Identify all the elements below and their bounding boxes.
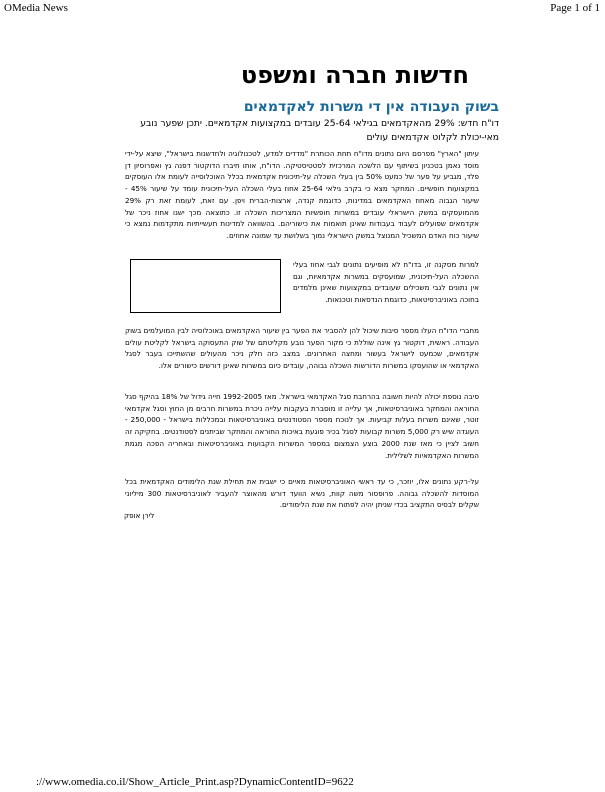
article-paragraph-3: מחברי הדו"ח העלו מספר סיבות שיכול להן להסביר את הפער בין שיעור האקדמאים באוכלוסיה לבין המועלמים בשוק העבודה. ראשית, דוקטור גץ אינה שוללת כי מקור הפער נובע מקליטתם של שוק התעסוקה בישראל לקליטת עולים אקדמאים, שכמעט לישראל בעשור ומחצה האחרונים. במצב כזה חלק ניכר מהעולים שהשתייכו בעבר לסגל האקדמאי או שהועסקו במשרות הדורשות השכלה גבוהה, עובדים כיום במשרות שאינן דורשים כישורים אלו. [125,326,479,371]
browser-header-page-number: Page 1 of 1 [550,2,600,14]
article-headline[interactable]: בשוק העבודה אין די משרות לאקדמאים [243,99,499,115]
article-paragraph-1: עיתון "הארץ" מפרסם היום נתונים מדו"ח תחת הכותרת "מדדים למדע, לטכנולוגיה ולחדשנות בישראל", שיצא על-ידי מוסד נאמן בטכניון בשיתוף עם הלשכה המרכזית לסטטיסטיקה. הדו"ח, אותו חיברו הדוקטור דפנה גץ ואפרוסיון דן פלד, מגביע על פער של כמעט 50% בין בעלי השכלה על-תיכונית אקדמאית בכלל האוכלוסייה לעומת אלו העוסקים במקצועות חופשיים. המחקר מצא כי בקרב גילאי 25-64 אחוז בעלי השכלה העל-תיכונית עומד על שיעור 45% - שיעור הגבוה מאחוז האקדמאים במדינות, כדוגמת קנדה, ארצות-הברית ויפן. עם זאת, לעומת זאת רק 29% מהמועסקים במשק הישראלי עובדים במשרות חופשיות המצריכות השכלה זו. כתוצאה מכך ישנו אחוז ניכר של אקדמאים שפועלים לעבוד בעבודות שאינן תואמות את כישוריהם. בהשוואה למדינות תעשייתיות מתקדמות נמצא כי שיעור כוח האדם המשכיל המנוצל במשק הישראלי נמוך בשלושת עד שמונה אחוזים. [125,149,479,240]
article-paragraph-4: סיבה נוספת יכולה להיות חשובה בהרחבת סגל האקדמאי בישראל. מאז 1992-2005 חייה גידול של 18% בהיקף סגל החוראה והמחקר באוניברסיטאות, אך עלייה זו מוסברת בעקבות עלייה ניכרת במשרות חרבים מן החוץ וסגל אקדמאי זוטר, שאינם משרות בעלות קביעות. אך לנוכח מספר הסטודנטים באוניברסיטאות ובמכללות בישראל - 250,000 - העוגדה שיש רק 5,000 משרות קבועות לסגל בכיר פוגעת באיכות החוראה והמחקר שביתנים לסטודנטים. בחקיקה זה חשוב לציין כי מאז שנת 2000 בוצע הצמצום במספר המשרות הקבועות באוניברסיטאות ובאחריה הפכה מגמת המשרות האקדמאיות לשלילית. [125,392,479,460]
article-image-placeholder [130,259,281,313]
browser-header-site: OMedia News [4,2,68,14]
footer-url: ://www.omedia.co.il/Show_Article_Print.asp?DynamicContentID=9622 [36,776,354,788]
section-title: חדשות חברה ומשפט [240,61,469,89]
article-lead: דו"ח חדש: 29% מהאקדמאים בגילאי 25-64 עובדים במקצועות אקדמאיים. יתכן שפער נובע מאי-יכולת לקלוט אקדמאים עולים [140,118,499,143]
article-paragraph-2: למרות מסקנה זו, בדו"ח לא מופיעים נתונים לגבי אחוז בעלי ההשכלה העל-תיכונית, שמועסקים במשרות אקדמאיות, וגם אין נתונים לגבי משכילים שעובדים במקצועות שאינן מלמדים בחוכה באוניברסיטאות, כדוגמת הנדסאות וטכנאות. [293,260,479,305]
article-paragraph-5: על-רקע נתונים אלו, יוזכר, כי עד ראשי האוניברסיטאות מאיים כי ישבית את תחילת שנת הלימודים האקדמאית בכל המוסדות להשכלה גבוהה. פרופסור משה קוות, נשיא הוועד דורש מהאוצר להעביר לאוניברסיטאות 300 מיליוני שקלים לבסיס התקציב בכדי שניתן יהיה לפתוח את שנת הלימודים. [125,477,479,510]
article-author: לירן אופק [124,511,155,520]
